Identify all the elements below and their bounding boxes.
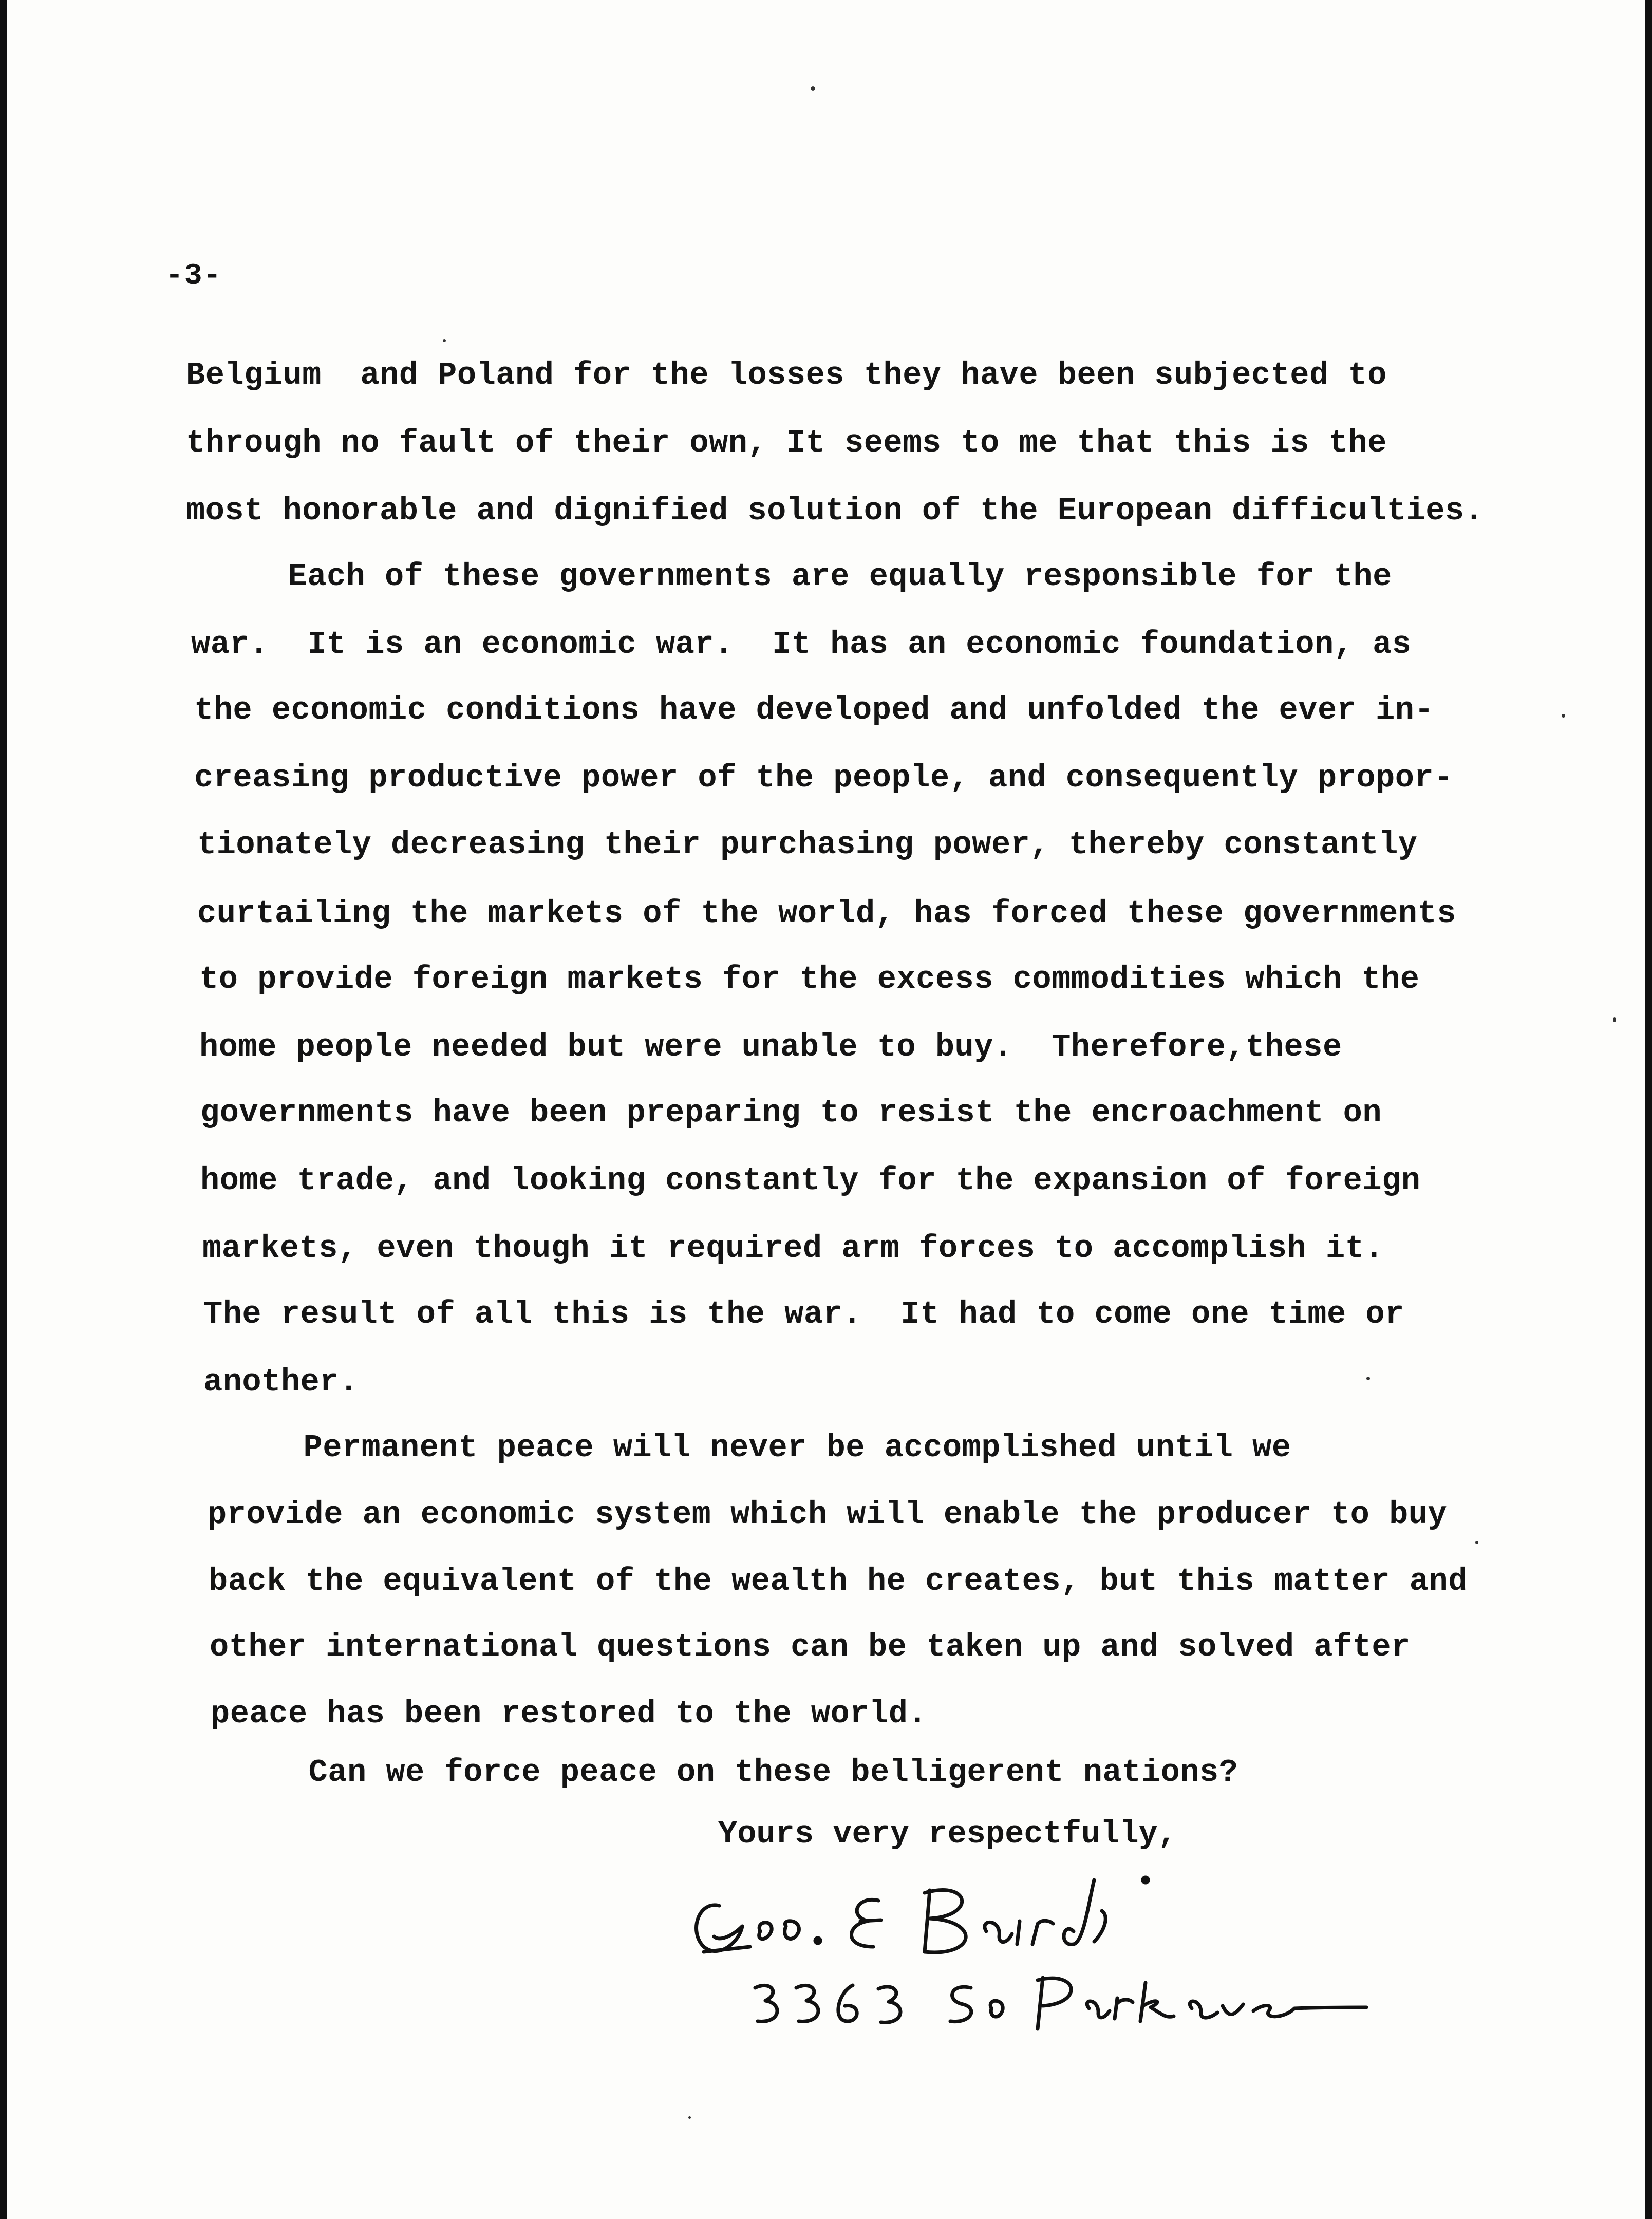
scan-speck xyxy=(1562,714,1565,718)
text-line: Each of these governments are equally responsible for the xyxy=(191,558,1392,595)
text-line: most honorable and dignified solution of the European difficulties. xyxy=(186,493,1484,529)
closing-salutation: Yours very respectfully, xyxy=(718,1816,1177,1852)
scan-speck xyxy=(443,339,446,342)
text-line: through no fault of their own, It seems to me that this is the xyxy=(186,425,1387,461)
text-line: peace has been restored to the world. xyxy=(211,1696,928,1732)
scan-speck xyxy=(811,86,815,91)
text-line: another. xyxy=(203,1364,359,1400)
text-line: curtailing the markets of the world, has forced these governments xyxy=(197,895,1456,932)
text-line: provide an economic system which will enable the producer to buy xyxy=(208,1496,1448,1533)
text-line: Can we force peace on these belligerent nations? xyxy=(212,1754,1238,1791)
text-line: home trade, and looking constantly for the expansion of foreign xyxy=(200,1162,1421,1199)
text-line: tionately decreasing their purchasing power, thereby constantly xyxy=(197,826,1418,863)
scan-edge-right xyxy=(1645,0,1652,2219)
page-number: -3- xyxy=(165,259,222,293)
text-line: markets, even though it required arm forces to accomplish it. xyxy=(202,1230,1384,1267)
text-line: to provide foreign markets for the excess commodities which the xyxy=(199,961,1420,998)
text-line: other international questions can be taken up and solved after xyxy=(210,1629,1411,1665)
scan-speck xyxy=(1475,1541,1478,1544)
text-line: governments have been preparing to resist the encroachment on xyxy=(200,1095,1382,1131)
scan-edge-left xyxy=(0,0,7,2219)
text-line: Permanent peace will never be accomplished until we xyxy=(206,1430,1291,1466)
text-line: creasing productive power of the people, and consequently propor- xyxy=(194,760,1453,796)
text-line: war. It is an economic war. It has an economic foundation, as xyxy=(191,626,1412,663)
signature-drawing xyxy=(683,1870,1402,2065)
scan-speck xyxy=(1366,1377,1370,1380)
text-line: home people needed but were unable to buy. Therefore,these xyxy=(199,1029,1342,1065)
text-line: The result of all this is the war. It had to come one time or xyxy=(203,1296,1404,1332)
text-line: back the equivalent of the wealth he creates, but this matter and xyxy=(209,1563,1468,1600)
handwritten-signature xyxy=(683,1870,1402,2065)
scan-speck xyxy=(688,2116,691,2119)
text-line: the economic conditions have developed and unfolded the ever in- xyxy=(194,692,1434,728)
scan-speck xyxy=(1613,1017,1616,1022)
text-line: Belgium and Poland for the losses they have been subjected to xyxy=(186,357,1387,393)
